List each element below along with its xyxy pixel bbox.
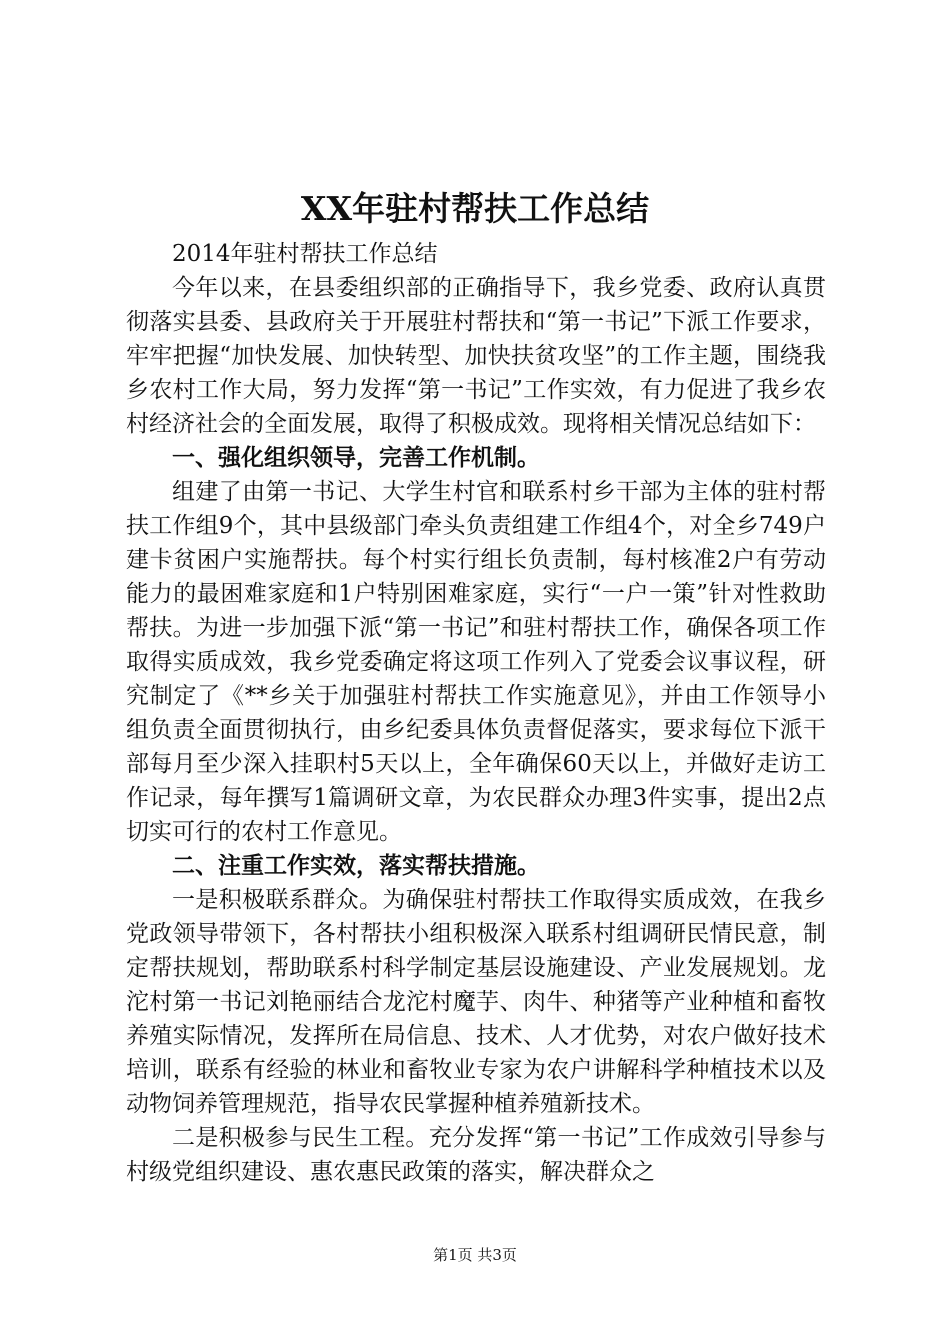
section-1-paragraph: 组建了由第一书记、大学生村官和联系村乡干部为主体的驻村帮扶工作组9个，其中县级部门牵头负责组建工作组4个，对全乡749户建卡贫困户实施帮扶。每个村实行组长负责制，每村核准2户有劳动能力的最困难家庭和1户特别困难家庭，实行“一户一策”针对性救助帮扶。为进一步加强下派“第一书记”和驻村帮扶工作，确保各项工作取得实质成效，我乡党委确定将这项工作列入了党委会议事议程，研究制定了《**乡关于加强驻村帮扶工作实施意见》，并由工作领导小组负责全面贯彻执行，由乡纪委具体负责督促落实，要求每位下派干部每月至少深入挂职村5天以上，全年确保60天以上，并做好走访工作记录，每年撰写1篇调研文章，为农民群众办理3件实事，提出2点切实可行的农村工作意见。 <box>126 479 826 845</box>
section-2-paragraph-2: 二是积极参与民生工程。充分发挥“第一书记”工作成效引导参与村级党组织建设、惠农惠民政策的落实，解决群众之 <box>126 1125 826 1185</box>
section-heading-2: 二、注重工作实效，落实帮扶措施。 <box>172 852 540 879</box>
intro-paragraph: 今年以来，在县委组织部的正确指导下，我乡党委、政府认真贯彻落实县委、县政府关于开展驻村帮扶和“第一书记”下派工作要求，牢牢把握“加快发展、加快转型、加快扶贫攻坚”的工作主题，围绕我乡农村工作大局，努力发挥“第一书记”工作实效，有力促进了我乡农村经济社会的全面发展，取得了积极成效。现将相关情况总结如下： <box>126 275 826 437</box>
document-title: XX年驻村帮扶工作总结 <box>300 189 650 228</box>
section-2-paragraph-1: 一是积极联系群众。为确保驻村帮扶工作取得实质成效，在我乡党政领导带领下，各村帮扶小组积极深入联系村组调研民情民意，制定帮扶规划，帮助联系村科学制定基层设施建设、产业发展规划。龙沱村第一书记刘艳丽结合龙沱村魔芋、肉牛、种猪等产业种植和畜牧养殖实际情况，发挥所在局信息、技术、人才优势，对农户做好技术培训，联系有经验的林业和畜牧业专家为农户讲解科学种植技术以及动物饲养管理规范，指导农民掌握种植养殖新技术。 <box>126 887 826 1117</box>
section-heading-1: 一、强化组织领导，完善工作机制。 <box>172 444 540 471</box>
subtitle-line: 2014年驻村帮扶工作总结 <box>172 241 438 267</box>
document-body <box>126 237 826 1189</box>
page-number-footer: 第1页 共3页 <box>433 1246 517 1264</box>
